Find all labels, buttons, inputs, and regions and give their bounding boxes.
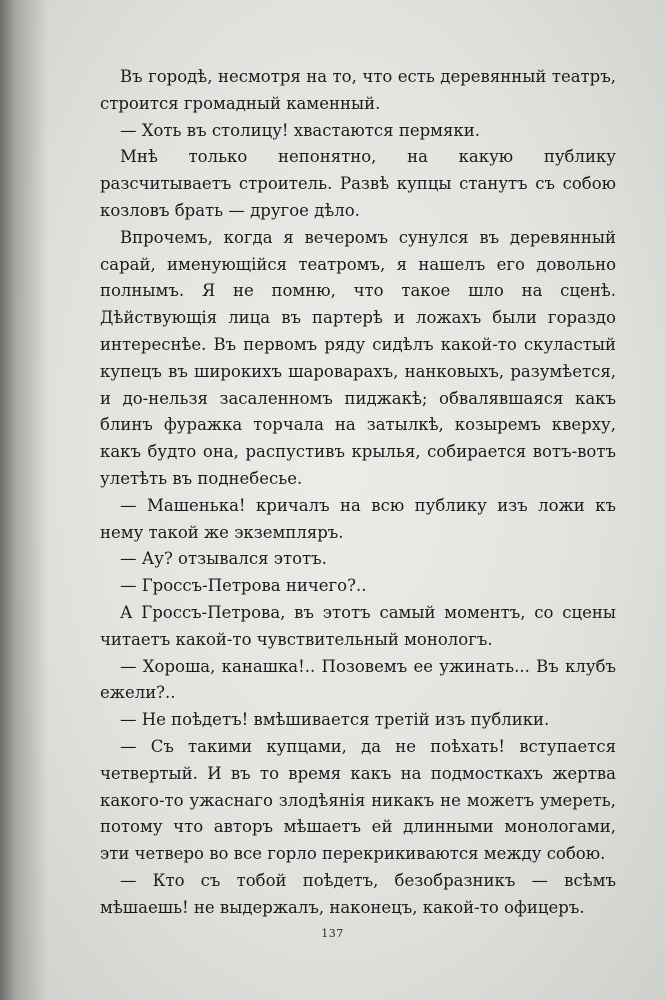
paragraph: А Гроссъ-Петрова, въ этотъ самый моментъ, со сцены читаетъ какой-то чувствительный монологъ. <box>100 602 616 649</box>
paragraph: — Ау? отзывался этотъ. <box>120 549 327 569</box>
paragraph: Въ городѣ, несмотря на то, что есть деревянный театръ, строится громадный каменный. <box>100 67 616 113</box>
paragraph: Мнѣ только непонятно, на какую публику разсчитываетъ строитель. Развѣ купцы станутъ съ собою козловъ брать — другое дѣло. <box>100 147 616 220</box>
paragraph: — Съ такими купцами, да не поѣхать! вступается четвертый. И въ то время какъ на подмосткахъ жертва какого-то ужаснаго злодѣянія никакъ не можетъ умереть, потому что авторъ мѣшаетъ ей длинными монологами, эти четверо во все горло перекрикиваются между собою. <box>100 736 616 864</box>
body-text <box>100 64 616 922</box>
page-number: 137 <box>321 927 344 940</box>
paragraph: — Хоть въ столицу! хвастаются пермяки. <box>120 120 480 140</box>
paragraph: — Не поѣдетъ! вмѣшивается третій изъ публики. <box>120 710 550 730</box>
paragraph: Впрочемъ, когда я вечеромъ сунулся въ деревянный сарай, именующійся театромъ, я нашелъ его довольно полнымъ. Я не помню, что такое шло на сценѣ. Дѣйствующія лица въ партерѣ и ложахъ были гораздо интереснѣе. Въ первомъ ряду сидѣлъ какой-то скуластый купецъ въ широкихъ шароварахъ, нанковыхъ, разумѣется, и до-нельзя засаленномъ пиджакѣ; обвалявшаяся какъ блинъ фуражка торчала на затылкѣ, козыремъ кверху, какъ будто она, распустивъ крылья, собирается вотъ-вотъ улетѣть въ поднебесье. <box>100 227 616 488</box>
paragraph: — Машенька! кричалъ на всю публику изъ ложи къ нему такой же экземпляръ. <box>100 495 616 542</box>
paragraph: — Гроссъ-Петрова ничего?.. <box>120 576 367 596</box>
paragraph: — Кто съ тобой поѣдетъ, безобразникъ — всѣмъ мѣшаешь! не выдержалъ, наконецъ, какой-то офицеръ. <box>100 870 616 917</box>
paragraph: — Хороша, канашка!.. Позовемъ ее ужинать... Въ клубъ ежели?.. <box>100 656 616 703</box>
